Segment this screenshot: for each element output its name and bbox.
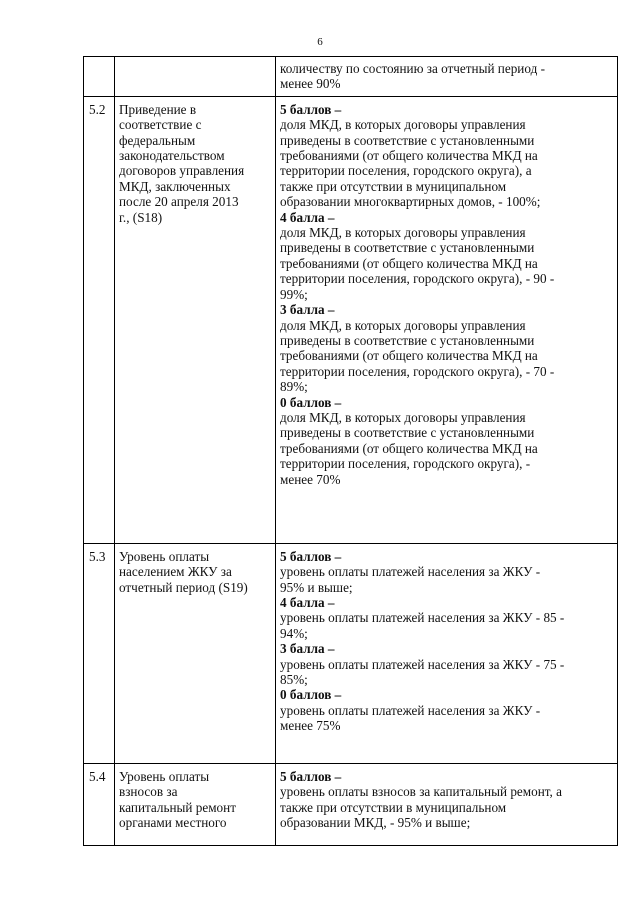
criteria-line: требованиями (от общего количества МКД на [280,440,538,456]
criteria-line: приведены в соответствие с установленными [280,425,535,441]
indicator-name [115,543,276,763]
criteria-line: доля МКД, в которых договоры управления [280,317,526,333]
row-number: 5.3 [84,543,115,763]
criteria-line: образовании МКД, - 95% и выше; [280,815,471,831]
criteria-line: уровень оплаты платежей населения за ЖКУ - 75 - [280,656,565,672]
criteria-line: количеству по состоянию за отчетный период - [280,61,545,76]
criteria-line: доля МКД, в которых договоры управления [280,117,526,133]
indicator-name-line: законодательством [119,148,225,164]
score-heading: 0 баллов – [280,394,342,410]
criteria-line: также при отсутствии в муниципальном [280,178,507,194]
criteria-line: 94%; [280,625,308,641]
indicator-name-line: г., (S18) [119,209,163,225]
score-heading: 3 балла – [280,641,335,657]
criteria-line: уровень оплаты взносов за капитальный ремонт, а [280,784,562,800]
indicator-name-line: капитальный ремонт [119,799,236,815]
criteria-line: требованиями (от общего количества МКД на [280,348,538,364]
criteria-line: уровень оплаты платежей населения за ЖКУ - [280,702,541,718]
criteria-line: требованиями (от общего количества МКД на [280,255,538,271]
indicator-name-line: после 20 апреля 2013 [119,194,239,210]
criteria-line: доля МКД, в которых договоры управления [280,225,526,241]
criteria-line: 95% и выше; [280,579,353,595]
indicator-name-line: Приведение в [119,101,197,117]
score-heading: 4 балла – [280,595,335,611]
indicator-name-line: органами местного [119,815,227,831]
criteria-line: территории поселения, городского округа), - [280,456,531,472]
score-heading: 4 балла – [280,209,335,225]
score-heading: 5 баллов – [280,548,342,564]
scoring-criteria [276,96,618,543]
indicator-name-line: МКД, заключенных [119,178,231,194]
criteria-line: уровень оплаты платежей населения за ЖКУ - 85 - [280,610,565,626]
table-row [84,96,618,543]
table-row [84,763,618,845]
criteria-line: менее 70% [280,471,341,487]
criteria-line: территории поселения, городского округа), - 90 - [280,271,555,287]
indicator-name-line: населением ЖКУ за [119,564,232,580]
table-row [84,57,618,97]
scoring-criteria [276,763,618,845]
indicator-name-line: Уровень оплаты [119,548,210,564]
scoring-criteria [276,543,618,763]
indicator-name [115,96,276,543]
criteria-line: 99%; [280,286,308,302]
criteria-line: приведены в соответствие с установленными [280,240,535,256]
indicator-name-line: договоров управления [119,163,245,179]
criteria-line: менее 90% [280,76,341,92]
table-row [84,543,618,763]
indicator-name-line: соответствие с [119,117,202,133]
indicator-name [115,763,276,845]
score-heading: 5 баллов – [280,768,342,784]
criteria-line: также при отсутствии в муниципальном [280,799,507,815]
criteria-line: уровень оплаты платежей населения за ЖКУ - [280,564,541,580]
indicator-name [115,57,276,97]
row-number: 5.2 [84,96,115,543]
indicator-name-line: федеральным [119,132,196,148]
criteria-line: приведены в соответствие с установленными [280,132,535,148]
score-heading: 0 баллов – [280,687,342,703]
page-number: 6 [317,36,323,48]
criteria-line: доля МКД, в которых договоры управления [280,409,526,425]
criteria-line: территории поселения, городского округа), а [280,163,532,179]
criteria-line: требованиями (от общего количества МКД на [280,148,538,164]
criteria-line: 85%; [280,672,308,688]
criteria-line: менее 75% [280,718,341,734]
indicator-name-line: отчетный период (S19) [119,579,248,595]
indicator-name-line: взносов за [119,784,178,800]
row-number [84,57,115,97]
criteria-line: образовании многоквартирных домов, - 100%; [280,194,541,210]
criteria-line: территории поселения, городского округа), - 70 - [280,363,555,379]
score-heading: 3 балла – [280,302,335,318]
score-heading: 5 баллов – [280,101,342,117]
indicator-name-line: Уровень оплаты [119,768,210,784]
scoring-criteria [276,57,618,97]
criteria-line: приведены в соответствие с установленными [280,332,535,348]
row-number: 5.4 [84,763,115,845]
criteria-line: 89%; [280,379,308,395]
criteria-table [83,56,618,846]
